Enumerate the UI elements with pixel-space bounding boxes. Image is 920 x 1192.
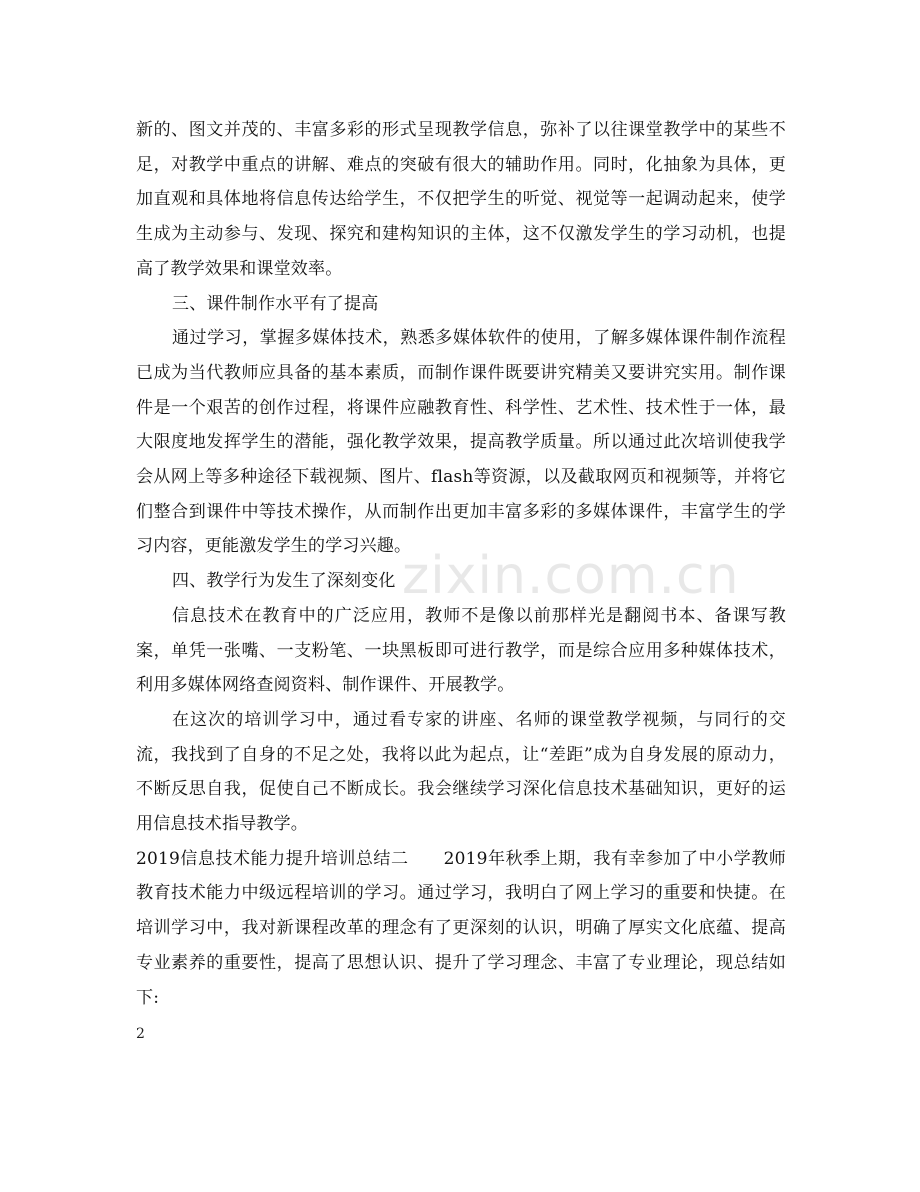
paragraph-teaching-behavior: 信息技术在教育中的广泛应用，教师不是像以前那样光是翻阅书本、备课写教案，单凭一张嘴、一支粉笔、一块黑板即可进行教学，而是综合应用多种媒体技术，利用多媒体网络查阅资料、制作课件、开展教学。: [136, 605, 786, 696]
paragraph-summary-two: 2019信息技术能力提升培训总结二 2019年秋季上期，我有幸参加了中小学教师教育技术能力中级远程培训的学习。通过学习，我明白了网上学习的重要和快捷。在培训学习中，我对新课程改革的理念有了更深刻的认识，明确了厚实文化底蕴、提高专业素养的重要性，提高了思想认识、提升了学习理念、丰富了专业理论，现总结如下:: [136, 848, 786, 1008]
watermark: zixin.com.cn: [402, 546, 740, 606]
paragraph-courseware: 通过学习，掌握多媒体技术，熟悉多媒体软件的使用，了解多媒体课件制作流程已成为当代教师应具备的基本素质，而制作课件既要讲究精美又要讲究实用。制作课件是一个艰苦的创作过程，将课件应融教育性、科学性、艺术性、技术性于一体，最大限度地发挥学生的潜能，强化教学效果，提高教学质量。所以通过此次培训使我学会从网上等多种途径下载视频、图片、flash等资源，以及截取网页和视频等，并将它们整合到课件中等技术操作，从而制作出更加丰富多彩的多媒体课件，丰富学生的学习内容，更能激发学生的学习兴趣。: [136, 328, 786, 557]
section-heading-courseware: 三、课件制作水平有了提高: [172, 293, 379, 314]
paragraph-reflection: 在这次的培训学习中，通过看专家的讲座、名师的课堂教学视频，与同行的交流，我找到了自身的不足之处，我将以此为起点，让“差距”成为自身发展的原动力，不断反思自我，促使自己不断成长。我会继续学习深化信息技术基础知识，更好的运用信息技术指导教学。: [136, 709, 786, 835]
paragraph-intro-continuation: 新的、图文并茂的、丰富多彩的形式呈现教学信息，弥补了以往课堂教学中的某些不足，对教学中重点的讲解、难点的突破有很大的辅助作用。同时，化抽象为具体，更加直观和具体地将信息传达给学生，不仅把学生的听觉、视觉等一起调动起来，使学生成为主动参与、发现、探究和建构知识的主体，这不仅激发学生的学习动机，也提高了教学效果和课堂效率。: [136, 120, 786, 279]
page-number: 2: [136, 1026, 145, 1042]
section-heading-teaching-behavior: 四、教学行为发生了深刻变化: [172, 571, 396, 592]
document-body: [136, 113, 786, 1015]
